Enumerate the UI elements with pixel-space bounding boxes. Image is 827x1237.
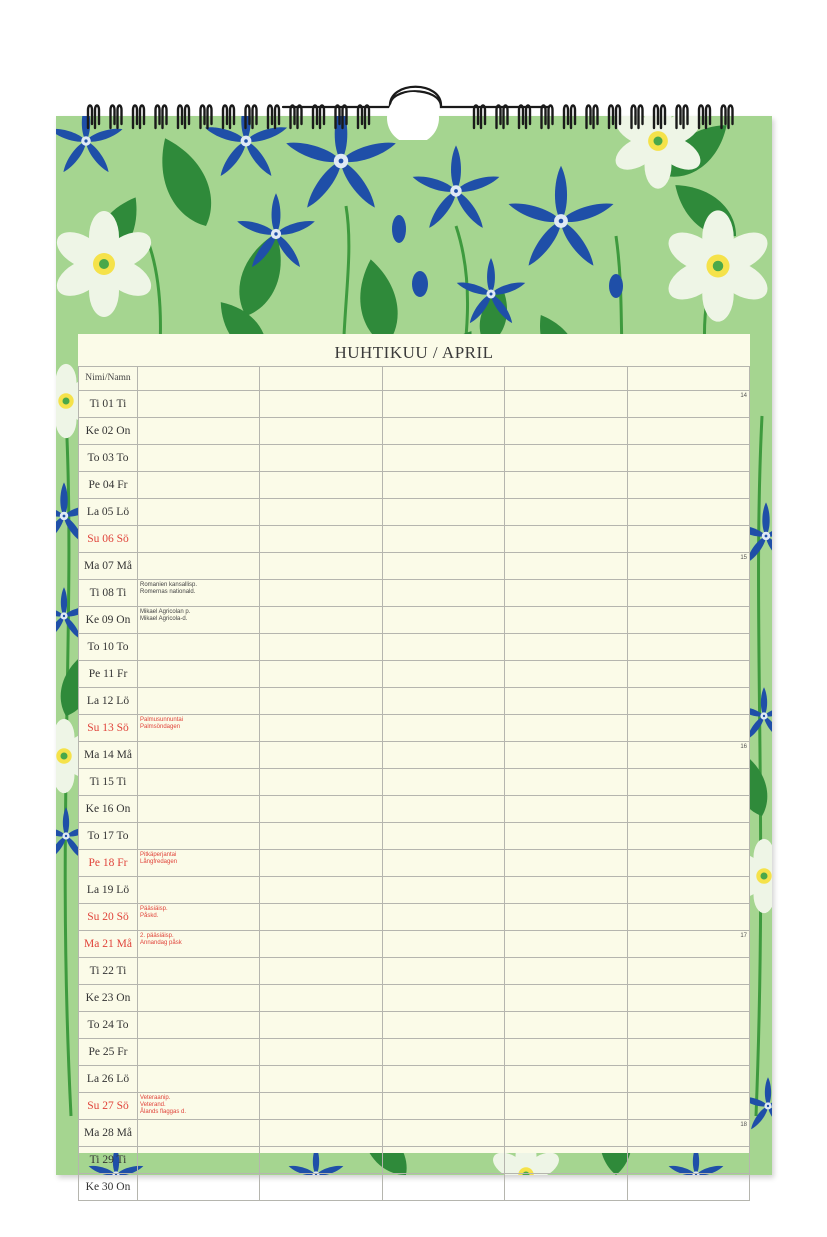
entry-cell[interactable] [138, 607, 260, 634]
entry-cell[interactable] [505, 850, 628, 877]
entry-cell[interactable] [382, 1066, 505, 1093]
entry-cell[interactable] [505, 904, 628, 931]
day-row [79, 1039, 750, 1066]
day-label: Ke 16 On [79, 796, 138, 823]
entry-cell[interactable] [627, 445, 750, 472]
entry-cell[interactable] [505, 958, 628, 985]
entry-cell[interactable] [627, 472, 750, 499]
day-label: La 26 Lö [79, 1066, 138, 1093]
day-label: Pe 25 Fr [79, 1039, 138, 1066]
day-row [79, 391, 750, 418]
entry-cell[interactable] [138, 634, 260, 661]
entry-cell[interactable] [505, 634, 628, 661]
entry-cell[interactable] [382, 769, 505, 796]
day-row [79, 526, 750, 553]
entry-cell[interactable] [138, 1174, 260, 1201]
entry-cell[interactable] [138, 931, 260, 958]
day-label: Ma 07 Må [79, 553, 138, 580]
day-row [79, 688, 750, 715]
day-row [79, 661, 750, 688]
entry-cell[interactable] [382, 742, 505, 769]
entry-cell[interactable] [627, 499, 750, 526]
day-note: Romanien kansallisp. Romernas nationald. [140, 582, 198, 595]
entry-cell[interactable] [260, 931, 383, 958]
entry-cell[interactable] [260, 1093, 383, 1120]
entry-cell[interactable] [627, 850, 750, 877]
week-number: 16 [740, 744, 747, 750]
entry-cell[interactable] [505, 607, 628, 634]
day-label: La 12 Lö [79, 688, 138, 715]
day-row [79, 850, 750, 877]
entry-cell[interactable] [627, 661, 750, 688]
entry-cell[interactable] [627, 418, 750, 445]
entry-cell[interactable] [260, 472, 383, 499]
entry-cell[interactable] [382, 796, 505, 823]
day-row [79, 1147, 750, 1174]
name-column-header: Nimi/Namn [79, 367, 138, 391]
day-row [79, 715, 750, 742]
day-label: To 17 To [79, 823, 138, 850]
entry-cell[interactable] [382, 1039, 505, 1066]
entry-cell[interactable] [138, 769, 260, 796]
entry-cell[interactable] [260, 1174, 383, 1201]
day-note: Veteraanip. Veterand. Ålands flaggas d. [140, 1095, 187, 1115]
day-note: Palmusunnuntai Palmsöndagen [140, 717, 184, 730]
entry-cell[interactable] [138, 391, 260, 418]
entry-cell[interactable] [505, 445, 628, 472]
day-label: Su 27 Sö [79, 1093, 138, 1120]
name-field[interactable] [382, 367, 505, 391]
name-field[interactable] [505, 367, 628, 391]
entry-cell[interactable] [260, 1012, 383, 1039]
day-row [79, 742, 750, 769]
month-title: HUHTIKUU / APRIL [334, 343, 494, 362]
entry-cell[interactable] [627, 391, 750, 418]
day-label: Su 20 Sö [79, 904, 138, 931]
entry-cell[interactable] [260, 904, 383, 931]
month-sheet [78, 334, 750, 1193]
day-label: Ke 02 On [79, 418, 138, 445]
entry-cell[interactable] [138, 499, 260, 526]
entry-cell[interactable] [138, 472, 260, 499]
entry-cell[interactable] [382, 661, 505, 688]
entry-cell[interactable] [627, 796, 750, 823]
day-row [79, 904, 750, 931]
entry-cell[interactable] [138, 877, 260, 904]
entry-cell[interactable] [627, 1066, 750, 1093]
entry-cell[interactable] [382, 499, 505, 526]
name-field[interactable] [138, 367, 260, 391]
entry-cell[interactable] [138, 1147, 260, 1174]
day-label: Ti 29 Ti [79, 1147, 138, 1174]
entry-cell[interactable] [505, 1039, 628, 1066]
entry-cell[interactable] [260, 418, 383, 445]
entry-cell[interactable] [505, 796, 628, 823]
entry-cell[interactable] [382, 1093, 505, 1120]
entry-cell[interactable] [505, 553, 628, 580]
entry-cell[interactable] [505, 499, 628, 526]
entry-cell[interactable] [382, 715, 505, 742]
name-field[interactable] [260, 367, 383, 391]
entry-cell[interactable] [382, 688, 505, 715]
entry-cell[interactable] [138, 1120, 260, 1147]
entry-cell[interactable] [382, 850, 505, 877]
entry-cell[interactable] [505, 418, 628, 445]
family-planner-grid [78, 366, 750, 1201]
day-label: Ke 23 On [79, 985, 138, 1012]
entry-cell[interactable] [138, 1012, 260, 1039]
entry-cell[interactable] [505, 1093, 628, 1120]
day-row [79, 958, 750, 985]
entry-cell[interactable] [505, 688, 628, 715]
entry-cell[interactable] [138, 715, 260, 742]
entry-cell[interactable] [382, 904, 505, 931]
day-label: Ma 14 Må [79, 742, 138, 769]
entry-cell[interactable] [627, 526, 750, 553]
entry-cell[interactable] [627, 1039, 750, 1066]
entry-cell[interactable] [627, 823, 750, 850]
entry-cell[interactable] [505, 472, 628, 499]
entry-cell[interactable] [260, 607, 383, 634]
entry-cell[interactable] [382, 877, 505, 904]
entry-cell[interactable] [627, 715, 750, 742]
day-row [79, 580, 750, 607]
day-label: To 03 To [79, 445, 138, 472]
entry-cell[interactable] [382, 391, 505, 418]
entry-cell[interactable] [138, 742, 260, 769]
entry-cell[interactable] [138, 661, 260, 688]
entry-cell[interactable] [260, 1039, 383, 1066]
entry-cell[interactable] [260, 877, 383, 904]
day-row [79, 634, 750, 661]
day-note: 2. pääsiäisp. Annandag påsk [140, 933, 182, 946]
day-row [79, 769, 750, 796]
day-label: Ti 08 Ti [79, 580, 138, 607]
day-row [79, 1120, 750, 1147]
entry-cell[interactable] [627, 688, 750, 715]
day-row [79, 1093, 750, 1120]
day-row [79, 1012, 750, 1039]
entry-cell[interactable] [138, 1039, 260, 1066]
entry-cell[interactable] [260, 958, 383, 985]
day-row [79, 445, 750, 472]
day-note: Pääsiäisp. Påskd. [140, 906, 168, 919]
entry-cell[interactable] [382, 985, 505, 1012]
entry-cell[interactable] [138, 1093, 260, 1120]
entry-cell[interactable] [505, 742, 628, 769]
day-label: Ma 28 Må [79, 1120, 138, 1147]
entry-cell[interactable] [382, 1120, 505, 1147]
day-label: La 05 Lö [79, 499, 138, 526]
entry-cell[interactable] [627, 769, 750, 796]
entry-cell[interactable] [382, 418, 505, 445]
entry-cell[interactable] [138, 823, 260, 850]
entry-cell[interactable] [138, 850, 260, 877]
entry-cell[interactable] [382, 553, 505, 580]
day-row [79, 472, 750, 499]
day-label: Su 06 Sö [79, 526, 138, 553]
day-label: Su 13 Sö [79, 715, 138, 742]
entry-cell[interactable] [627, 742, 750, 769]
day-label: Ti 01 Ti [79, 391, 138, 418]
day-label: La 19 Lö [79, 877, 138, 904]
entry-cell[interactable] [505, 1174, 628, 1201]
entry-cell[interactable] [382, 634, 505, 661]
entry-cell[interactable] [627, 1147, 750, 1174]
day-label: To 10 To [79, 634, 138, 661]
entry-cell[interactable] [138, 553, 260, 580]
entry-cell[interactable] [260, 985, 383, 1012]
entry-cell[interactable] [260, 823, 383, 850]
entry-cell[interactable] [627, 607, 750, 634]
day-label: Ti 22 Ti [79, 958, 138, 985]
entry-cell[interactable] [382, 1147, 505, 1174]
week-number: 17 [740, 933, 747, 939]
day-row [79, 877, 750, 904]
day-row [79, 418, 750, 445]
entry-cell[interactable] [138, 904, 260, 931]
day-row [79, 985, 750, 1012]
entry-cell[interactable] [382, 1174, 505, 1201]
header-row [79, 367, 750, 391]
entry-cell[interactable] [627, 985, 750, 1012]
entry-cell[interactable] [138, 418, 260, 445]
week-number: 18 [740, 1122, 747, 1128]
entry-cell[interactable] [627, 877, 750, 904]
entry-cell[interactable] [627, 1093, 750, 1120]
entry-cell[interactable] [627, 931, 750, 958]
day-label: Pe 11 Fr [79, 661, 138, 688]
entry-cell[interactable] [382, 472, 505, 499]
day-row [79, 553, 750, 580]
entry-cell[interactable] [505, 1066, 628, 1093]
day-label: Ke 30 On [79, 1174, 138, 1201]
entry-cell[interactable] [260, 445, 383, 472]
entry-cell[interactable] [138, 688, 260, 715]
entry-cell[interactable] [382, 958, 505, 985]
entry-cell[interactable] [505, 1147, 628, 1174]
entry-cell[interactable] [505, 391, 628, 418]
day-row [79, 823, 750, 850]
entry-cell[interactable] [505, 931, 628, 958]
entry-cell[interactable] [505, 877, 628, 904]
entry-cell[interactable] [260, 715, 383, 742]
entry-cell[interactable] [138, 796, 260, 823]
entry-cell[interactable] [505, 661, 628, 688]
day-label: Ma 21 Må [79, 931, 138, 958]
entry-cell[interactable] [260, 1147, 383, 1174]
entry-cell[interactable] [505, 715, 628, 742]
day-row [79, 1174, 750, 1201]
entry-cell[interactable] [260, 553, 383, 580]
entry-cell[interactable] [138, 526, 260, 553]
entry-cell[interactable] [138, 958, 260, 985]
entry-cell[interactable] [382, 823, 505, 850]
entry-cell[interactable] [505, 769, 628, 796]
entry-cell[interactable] [138, 445, 260, 472]
entry-cell[interactable] [260, 661, 383, 688]
entry-cell[interactable] [138, 1066, 260, 1093]
entry-cell[interactable] [505, 580, 628, 607]
entry-cell[interactable] [627, 958, 750, 985]
entry-cell[interactable] [627, 1120, 750, 1147]
entry-cell[interactable] [505, 823, 628, 850]
entry-cell[interactable] [505, 1012, 628, 1039]
entry-cell[interactable] [382, 580, 505, 607]
entry-cell[interactable] [260, 688, 383, 715]
entry-cell[interactable] [382, 607, 505, 634]
day-label: Pe 04 Fr [79, 472, 138, 499]
entry-cell[interactable] [505, 985, 628, 1012]
day-row [79, 796, 750, 823]
entry-cell[interactable] [260, 742, 383, 769]
entry-cell[interactable] [505, 526, 628, 553]
entry-cell[interactable] [260, 526, 383, 553]
entry-cell[interactable] [260, 1066, 383, 1093]
day-row [79, 607, 750, 634]
entry-cell[interactable] [260, 796, 383, 823]
entry-cell[interactable] [260, 391, 383, 418]
entry-cell[interactable] [382, 1012, 505, 1039]
entry-cell[interactable] [627, 1012, 750, 1039]
entry-cell[interactable] [260, 499, 383, 526]
week-number: 15 [740, 555, 747, 561]
week-number: 14 [740, 393, 747, 399]
entry-cell[interactable] [260, 769, 383, 796]
day-label: Pe 18 Fr [79, 850, 138, 877]
entry-cell[interactable] [382, 931, 505, 958]
entry-cell[interactable] [260, 634, 383, 661]
entry-cell[interactable] [382, 445, 505, 472]
day-row [79, 931, 750, 958]
day-note: Pitkäperjantai Långfredagen [140, 852, 178, 865]
entry-cell[interactable] [627, 634, 750, 661]
entry-cell[interactable] [627, 580, 750, 607]
entry-cell[interactable] [138, 985, 260, 1012]
day-label: To 24 To [79, 1012, 138, 1039]
entry-cell[interactable] [260, 580, 383, 607]
day-row [79, 499, 750, 526]
entry-cell[interactable] [138, 580, 260, 607]
day-row [79, 1066, 750, 1093]
entry-cell[interactable] [627, 553, 750, 580]
entry-cell[interactable] [382, 526, 505, 553]
entry-cell[interactable] [505, 1120, 628, 1147]
entry-cell[interactable] [260, 1120, 383, 1147]
entry-cell[interactable] [627, 1174, 750, 1201]
day-note: Mikael Agricolan p. Mikael Agricola-d. [140, 609, 191, 622]
name-field[interactable] [627, 367, 750, 391]
entry-cell[interactable] [627, 904, 750, 931]
entry-cell[interactable] [260, 850, 383, 877]
day-label: Ke 09 On [79, 607, 138, 634]
day-label: Ti 15 Ti [79, 769, 138, 796]
